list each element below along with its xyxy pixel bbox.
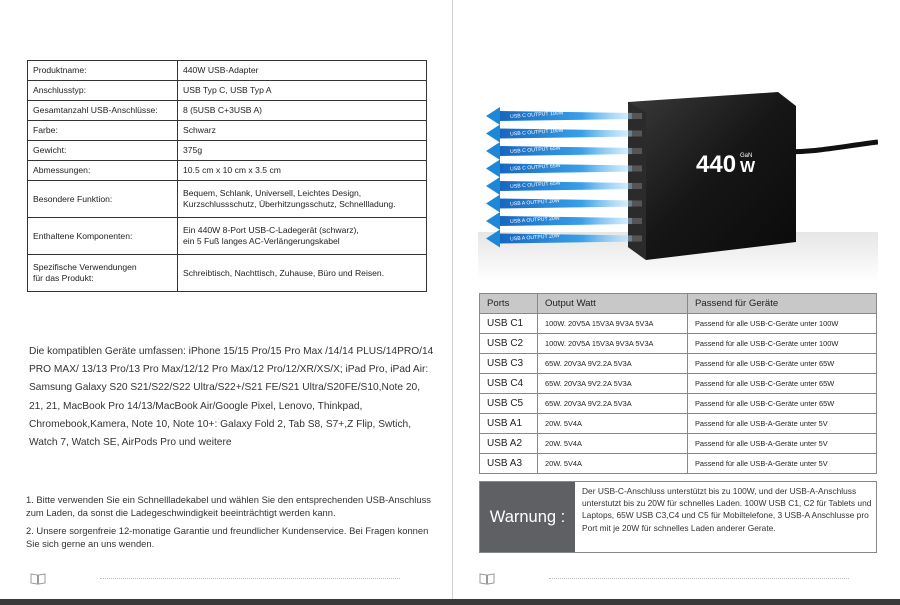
output-arrow xyxy=(486,142,642,160)
port-output: 20W. 5V4A xyxy=(538,414,688,434)
ports-header-row xyxy=(480,294,877,314)
spec-label: Gewicht: xyxy=(28,141,178,161)
arrow-label: USB C OUTPUT 65W xyxy=(509,162,561,173)
spec-row xyxy=(28,81,427,101)
port-name: USB A2 xyxy=(480,434,538,454)
spec-label: Abmessungen: xyxy=(28,161,178,181)
spec-label: Gesamtanzahl USB-Anschlüsse: xyxy=(28,101,178,121)
notes xyxy=(26,494,436,556)
port-row xyxy=(480,334,877,354)
ports-header: Output Watt xyxy=(538,294,688,314)
power-cable xyxy=(783,142,878,152)
footer-divider xyxy=(549,578,849,579)
note-item: 1. Bitte verwenden Sie ein Schnellladekabel und wählen Sie den entsprechenden USB-Anschluss zum Laden, da sonst die Ladegeschwindigkeit beeinträchtigt werden kann. xyxy=(26,494,431,518)
spec-label: Enthaltene Komponenten: xyxy=(28,218,178,255)
port-output: 100W. 20V5A 15V3A 9V3A 5V3A xyxy=(538,334,688,354)
port-name: USB C5 xyxy=(480,394,538,414)
spec-label: Anschlusstyp: xyxy=(28,81,178,101)
spec-value: 375g xyxy=(178,141,427,161)
spec-value: 8 (5USB C+3USB A) xyxy=(178,101,427,121)
port-fit: Passend für alle USB-C-Geräte unter 65W xyxy=(688,394,877,414)
port-row xyxy=(480,414,877,434)
port-fit: Passend für alle USB-A-Geräte unter 5V xyxy=(688,434,877,454)
port-row xyxy=(480,354,877,374)
spec-row xyxy=(28,141,427,161)
output-arrow xyxy=(486,160,642,178)
spec-row xyxy=(28,181,427,218)
port-output: 65W. 20V3A 9V2.2A 5V3A xyxy=(538,374,688,394)
spec-row xyxy=(28,101,427,121)
output-arrow xyxy=(486,107,642,125)
bottom-bar xyxy=(0,599,900,605)
port-row xyxy=(480,394,877,414)
port-output: 65W. 20V3A 9V2.2A 5V3A xyxy=(538,354,688,374)
note-item: 2. Unsere sorgenfreie 12-monatige Garantie und freundlicher Kundenservice. Bei Fragen konnen Sie sich gerne an uns wenden. xyxy=(26,525,429,549)
spec-value: Schwarz xyxy=(178,121,427,141)
output-arrow xyxy=(486,195,642,213)
book-icon xyxy=(479,572,495,585)
spec-row xyxy=(28,121,427,141)
port-name: USB A1 xyxy=(480,414,538,434)
port-name: USB C3 xyxy=(480,354,538,374)
port-row xyxy=(480,374,877,394)
port-output: 65W. 20V3A 9V2.2A 5V3A xyxy=(538,394,688,414)
spec-label: Farbe: xyxy=(28,121,178,141)
spec-value-line: Kurzschlussschutz, Überhitzungsschutz, Schnellladung. xyxy=(183,199,396,209)
port-row xyxy=(480,314,877,334)
spec-value xyxy=(178,218,427,255)
book-icon xyxy=(30,572,46,585)
port-output: 100W. 20V5A 15V3A 9V3A 5V3A xyxy=(538,314,688,334)
spec-value-line: ein 5 Fuß langes AC-Verlängerungskabel xyxy=(183,236,340,246)
page-footer xyxy=(479,572,879,586)
arrow-label: USB A OUTPUT 20W xyxy=(509,215,560,225)
spec-row xyxy=(28,61,427,81)
port-output: 20W. 5V4A xyxy=(538,434,688,454)
port-fit: Passend für alle USB-C-Geräte unter 65W xyxy=(688,374,877,394)
spec-value xyxy=(178,181,427,218)
ports-header: Ports xyxy=(480,294,538,314)
arrow-label: USB A OUTPUT 20W xyxy=(509,198,560,208)
page-footer xyxy=(30,572,430,586)
output-arrow xyxy=(486,212,642,230)
arrow-label: USB C OUTPUT 65W xyxy=(509,145,561,155)
spec-label-line: Spezifische Verwendungen xyxy=(33,262,137,272)
warning-text: Der USB-C-Anschluss unterstützt bis zu 100W, und der USB-A-Anschluss unterstutzt bis zu 20W für schnelles Laden. 100W USB C1, C2 für Tablets und Laptops, 65W USB C3,C4 und C5 für Mobiltelefone, 3 USB-A Anschlusse pro Port mit je 20W für schnelles Laden anderer Gerate. xyxy=(582,486,872,533)
port-fit: Passend für alle USB-C-Geräte unter 65W xyxy=(688,354,877,374)
port-fit: Passend für alle USB-C-Geräte unter 100W xyxy=(688,334,877,354)
port-fit: Passend für alle USB-A-Geräte unter 5V xyxy=(688,454,877,474)
spec-value: 440W USB-Adapter xyxy=(178,61,427,81)
port-row xyxy=(480,434,877,454)
arrow-label: USB A OUTPUT 20W xyxy=(509,233,560,243)
spec-value-line: Ein 440W 8-Port USB-C-Ladegerät (schwarz), xyxy=(183,225,359,235)
spec-row xyxy=(28,218,427,255)
warning-box xyxy=(479,481,877,553)
output-arrows xyxy=(486,107,642,248)
port-fit: Passend für alle USB-C-Geräte unter 100W xyxy=(688,314,877,334)
ports-header: Passend für Geräte xyxy=(688,294,877,314)
spec-row xyxy=(28,161,427,181)
spec-label xyxy=(28,255,178,292)
spec-label-line: für das Produkt: xyxy=(33,273,94,283)
port-name: USB C4 xyxy=(480,374,538,394)
port-output: 20W. 5V4A xyxy=(538,454,688,474)
footer-divider xyxy=(100,578,400,579)
charger-image xyxy=(478,82,878,282)
spec-value-line: Bequem, Schlank, Universell, Leichtes Design, xyxy=(183,188,362,198)
output-arrow xyxy=(486,125,642,143)
arrow-label: USB C OUTPUT 100W xyxy=(509,110,564,120)
ports-table xyxy=(479,293,877,474)
brand-number: 440 xyxy=(696,151,737,178)
warning-label: Warnung : xyxy=(480,482,575,552)
spec-value: Schreibtisch, Nachttisch, Zuhause, Büro und Reisen. xyxy=(178,255,427,292)
compatibility-text: Die kompatiblen Geräte umfassen: iPhone 15/15 Pro/15 Pro Max /14/14 PLUS/14PRO/14 PRO MAX/ 13/13 Pro/13 Pro Max/12/12 Pro Max/12 Pro/12/XR/XS/X; iPad Pro, iPad Air: Samsung Galaxy S20 S21/S22/S22 Ultra/S22+/S21 FE/S21 Ultra/S20FE/S10,Note 20, 21, 21, MacBook Pro 14/13/MacBook Air/Google Pixel, Lenovo, Thinkpad, Chromebook,Kamera, Note 10, Note 10+: Galaxy Fold 2, Tab S8, S7+,Z Flip, Swtich, Watch 7, Watch SE, AirPods Pro und weitere xyxy=(29,346,434,449)
spec-value: 10.5 cm x 10 cm x 3.5 cm xyxy=(178,161,427,181)
port-row xyxy=(480,454,877,474)
port-name: USB A3 xyxy=(480,454,538,474)
arrow-label: USB C OUTPUT 65W xyxy=(509,180,561,190)
brand-sup: GaN xyxy=(740,153,753,159)
spec-value: USB Typ C, USB Typ A xyxy=(178,81,427,101)
spec-table xyxy=(27,60,427,292)
spec-label: Produktname: xyxy=(28,61,178,81)
port-fit: Passend für alle USB-A-Geräte unter 5V xyxy=(688,414,877,434)
port-name: USB C2 xyxy=(480,334,538,354)
brand-unit: W xyxy=(740,159,756,176)
right-page xyxy=(452,0,900,605)
spec-label: Besondere Funktion: xyxy=(28,181,178,218)
port-name: USB C1 xyxy=(480,314,538,334)
output-arrow xyxy=(486,177,642,195)
spec-row xyxy=(28,255,427,292)
arrow-label: USB C OUTPUT 100W xyxy=(509,127,564,138)
